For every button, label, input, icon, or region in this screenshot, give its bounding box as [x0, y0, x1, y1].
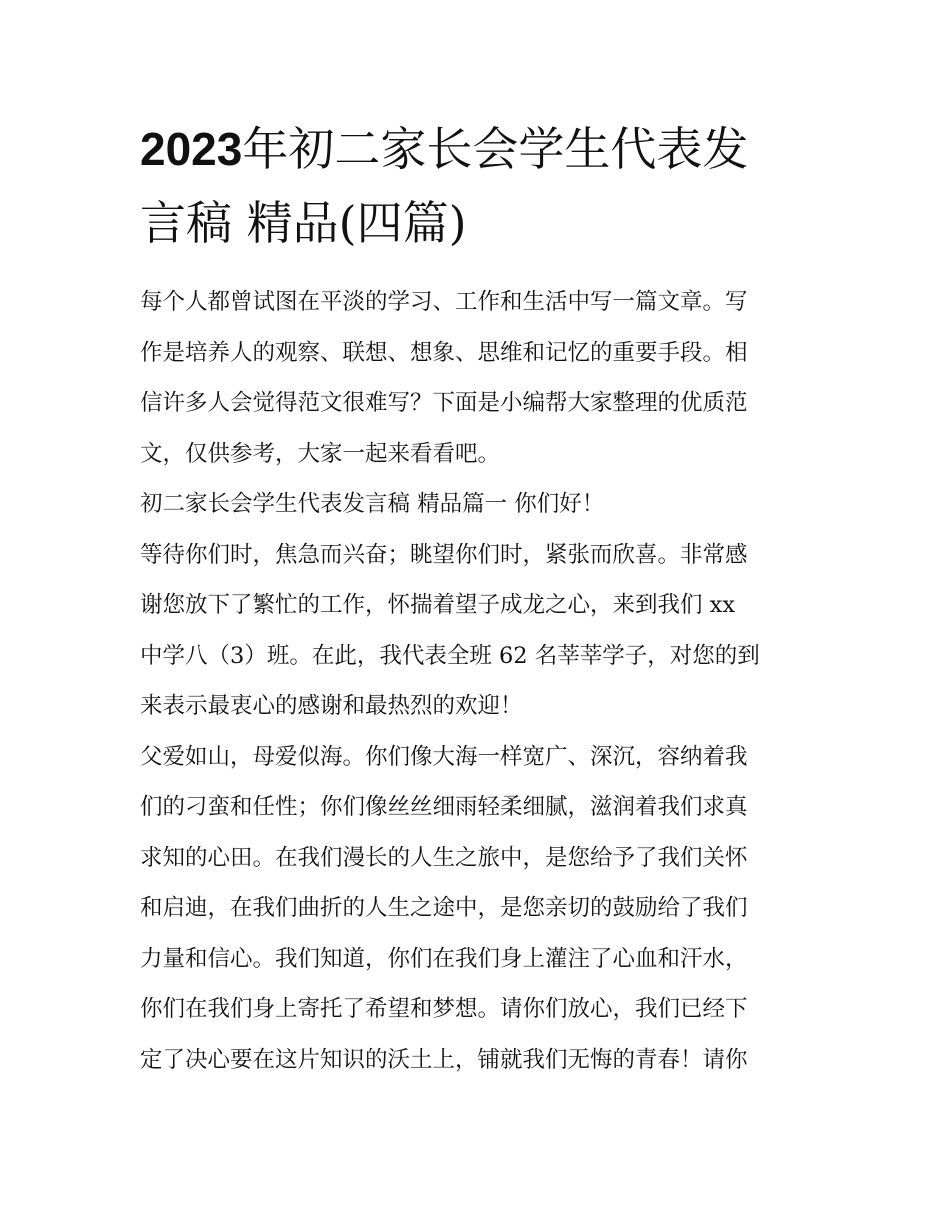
- body-line: 和启迪，在我们曲折的人生之途中，是您亲切的鼓励给了我们: [140, 895, 748, 921]
- body-line: 们的刁蛮和任性；你们像丝丝细雨轻柔细腻，滋润着我们求真: [140, 794, 748, 820]
- body-line: 等待你们时，焦急而兴奋；眺望你们时，紧张而欣喜。非常感: [140, 541, 748, 568]
- document-title: [140, 112, 820, 260]
- body-line: 定了决心要在这片知识的沃土上，铺就我们无悔的青春！请你: [140, 1046, 748, 1073]
- title-line-1: [140, 112, 820, 186]
- body-line: 信许多人会觉得范文很难写？下面是小编帮大家整理的优质范: [140, 390, 748, 416]
- body-line: 你们在我们身上寄托了希望和梦想。请你们放心，我们已经下: [140, 996, 748, 1022]
- body-line: 作是培养人的观察、联想、想象、思维和记忆的重要手段。相: [140, 339, 748, 366]
- body-line: 中学八（3）班。在此，我代表全班 62 名莘莘学子，对您的到: [140, 642, 760, 669]
- body-line: 父爱如山，母爱似海。你们像大海一样宽广、深沉，容纳着我: [140, 743, 748, 770]
- body-line: 力量和信心。我们知道，你们在我们身上灌注了心血和汗水，: [140, 945, 748, 972]
- title-line-1-text: 年初二家长会学生代表发: [242, 122, 749, 176]
- section-heading-line: 初二家长会学生代表发言稿 精品篇一 你们好！: [140, 491, 605, 517]
- body-line: 来表示最衷心的感谢和最热烈的欢迎！: [140, 693, 523, 719]
- body-line: 求知的心田。在我们漫长的人生之旅中，是您给予了我们关怀: [140, 844, 748, 871]
- body-line: 文，仅供参考，大家一起来看看吧。: [140, 440, 501, 467]
- body-line: 每个人都曾试图在平淡的学习、工作和生活中写一篇文章。写: [140, 289, 748, 315]
- title-year: 2023: [140, 123, 243, 175]
- document-body: [140, 277, 820, 1085]
- title-line-2: 言稿 精品(四篇): [140, 196, 467, 250]
- body-line: 谢您放下了繁忙的工作，怀揣着望子成龙之心，来到我们 xx: [140, 592, 736, 618]
